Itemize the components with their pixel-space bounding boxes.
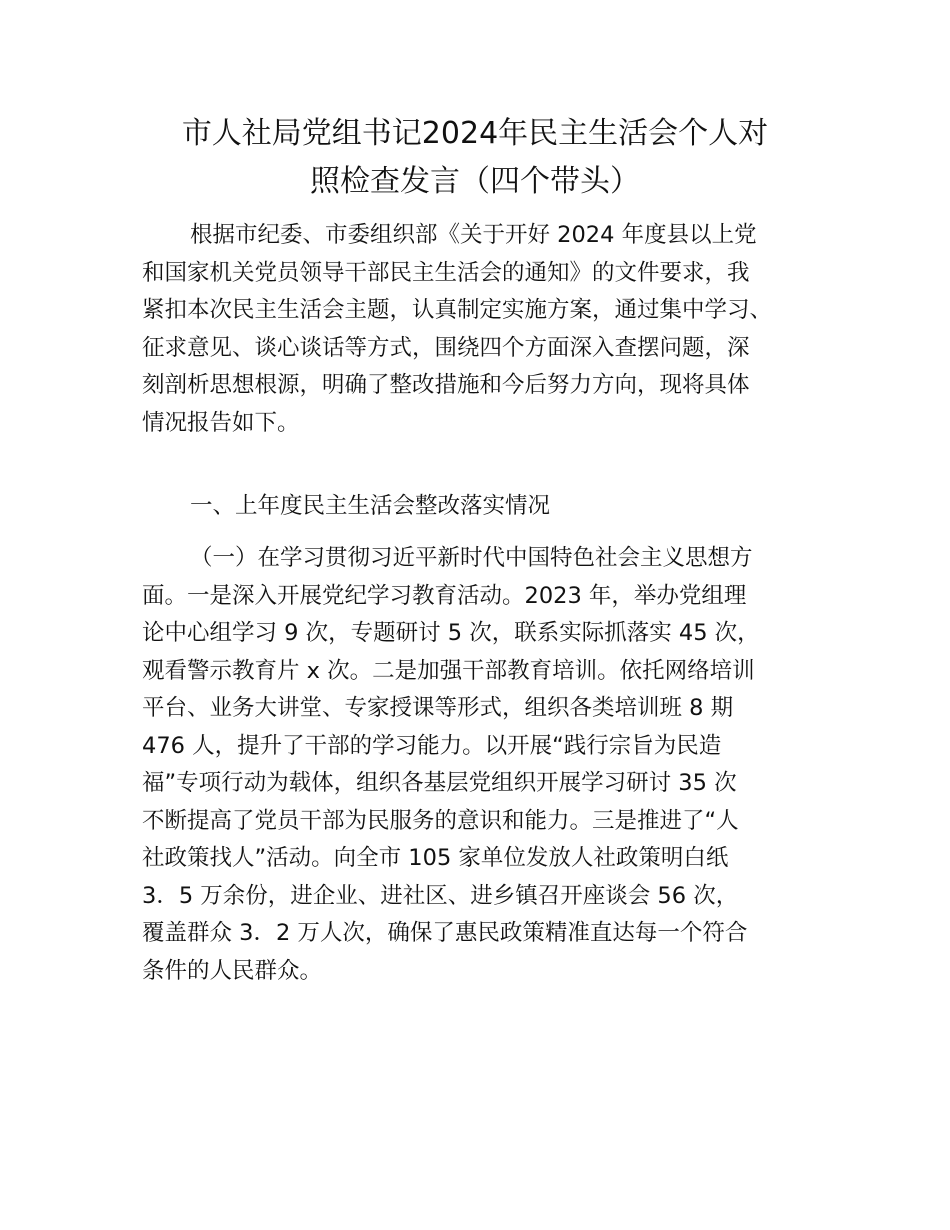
paragraph-line: 观看警示教育片 x 次。二是加强干部教育培训。依托网络培训	[142, 657, 755, 684]
paragraph-line: 条件的人民群众。	[142, 957, 323, 984]
paragraph-line: 征求意见、谈心谈话等方式，围绕四个方面深入查摆问题，深	[142, 334, 750, 361]
paragraph-line: 社政策找人”活动。向全市 105 家单位发放人社政策明白纸	[142, 845, 729, 871]
paragraph-line: 刻剖析思想根源，明确了整改措施和今后努力方向，现将具体	[142, 372, 750, 398]
paragraph-line: 3．5 万余份，进企业、进社区、进乡镇召开座谈会 56 次，	[142, 882, 739, 909]
paragraph-line: 和国家机关党员领导干部民主生活会的通知》的文件要求，我	[142, 259, 750, 286]
paragraph-line: 面。一是深入开展党纪学习教育活动。2023 年，举办党组理	[142, 582, 747, 609]
paragraph-line: 情况报告如下。	[142, 409, 300, 436]
title-line: 照检查发言（四个带头）	[310, 164, 640, 199]
document-title	[140, 110, 810, 206]
title-line: 市人社局党组书记2024年民主生活会个人对	[181, 116, 769, 151]
paragraph-line: 根据市纪委、市委组织部《关于开好 2024 年度县以上党	[190, 222, 757, 248]
heading-line: 一、上年度民主生活会整改落实情况	[190, 493, 551, 519]
paragraph-line: 覆盖群众 3．2 万人次，确保了惠民政策精准直达每一个符合	[142, 920, 748, 946]
paragraph-line: 476 人，提升了干部的学习能力。以开展“践行宗旨为民造	[142, 732, 722, 759]
paragraph-line: （一）在学习贯彻习近平新时代中国特色社会主义思想方	[190, 545, 753, 571]
section-paragraph	[142, 540, 810, 990]
intro-paragraph	[142, 217, 810, 442]
paragraph-line: 福”专项行动为载体，组织各基层党组织开展学习研讨 35 次	[142, 770, 737, 796]
paragraph-line: 平台、业务大讲堂、专家授课等形式，组织各类培训班 8 期	[142, 695, 734, 721]
paragraph-line: 紧扣本次民主生活会主题，认真制定实施方案，通过集中学习、	[142, 297, 773, 323]
paragraph-line: 不断提高了党员干部为民服务的意识和能力。三是推进了“人	[142, 807, 739, 834]
paragraph-line: 论中心组学习 9 次，专题研讨 5 次，联系实际抓落实 45 次，	[142, 620, 760, 646]
section-heading	[142, 488, 810, 526]
